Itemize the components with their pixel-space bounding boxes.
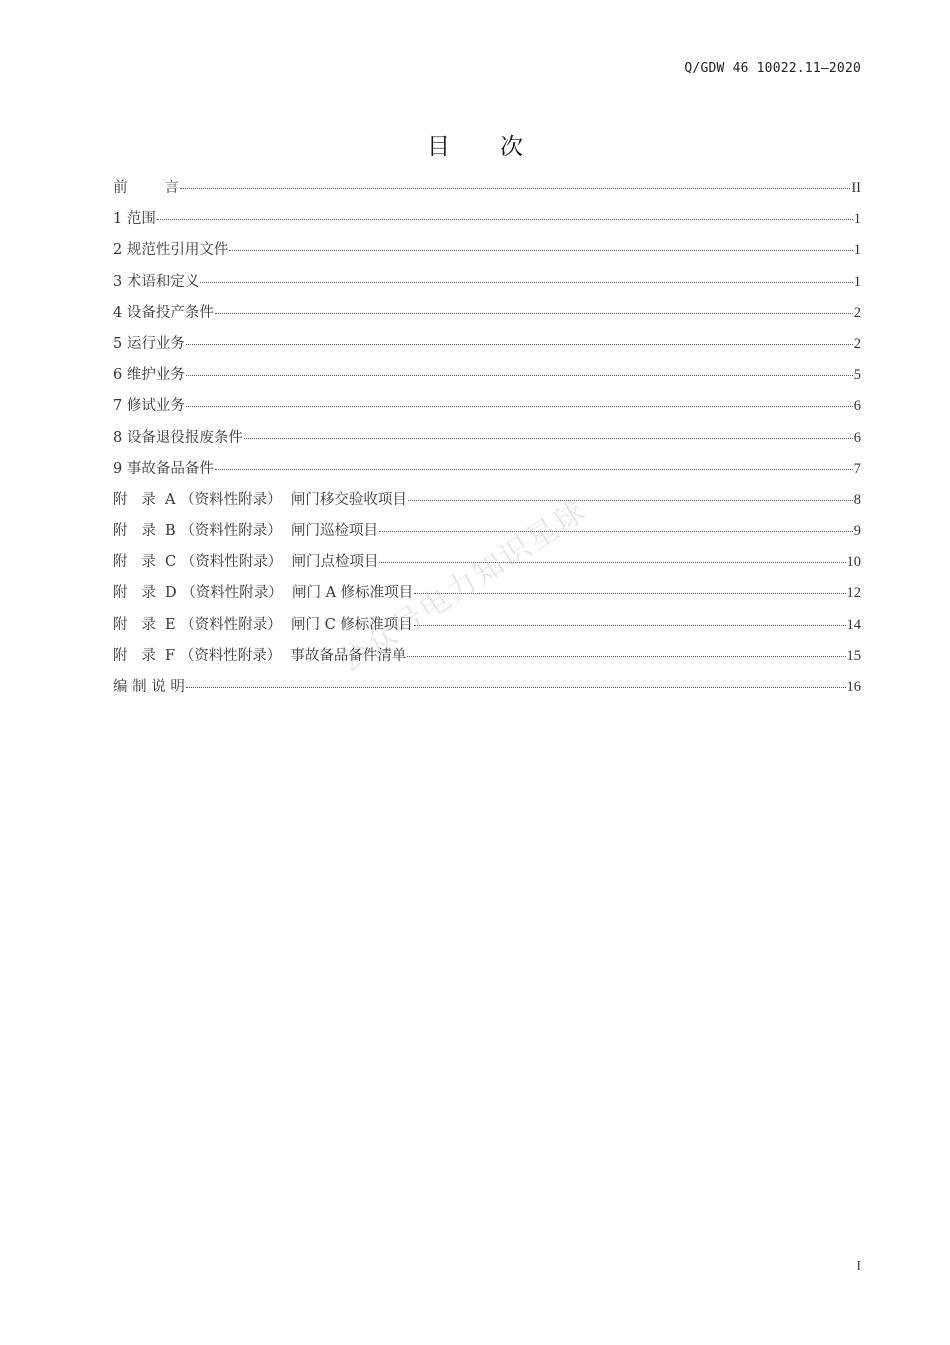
toc-page: 5	[853, 367, 861, 384]
toc-entry-appendix-c[interactable]	[113, 550, 861, 581]
toc-page: 6	[853, 429, 861, 446]
toc-label: 7 修试业务	[113, 398, 185, 415]
toc-entry-operation[interactable]	[113, 332, 861, 363]
toc-page: 16	[846, 679, 861, 695]
toc-page: 12	[846, 585, 861, 602]
toc-entry-appendix-e[interactable]	[113, 613, 861, 644]
toc-label: 附 录 F （资料性附录） 事故备品备件清单	[113, 647, 407, 664]
toc-entry-appendix-a[interactable]	[113, 488, 861, 519]
toc-page: 8	[853, 491, 861, 508]
toc-entry-terms-definitions[interactable]	[113, 270, 861, 301]
toc-page: 1	[853, 242, 861, 259]
toc-leader	[186, 686, 846, 688]
toc-entry-retirement-conditions[interactable]	[113, 426, 861, 457]
toc-label: 8 设备退役报废条件	[113, 429, 243, 446]
toc-page: 6	[853, 398, 861, 415]
watermark: 公众号电力知识星球	[332, 493, 593, 680]
toc-leader	[408, 499, 853, 501]
toc-label: 编 制 说 明	[113, 679, 185, 695]
toc-leader	[200, 281, 852, 283]
toc-leader	[229, 249, 852, 251]
toc-leader	[379, 530, 853, 532]
toc-entry-repair-test[interactable]	[113, 394, 861, 425]
toc-page: 9	[853, 523, 861, 540]
toc-page: 15	[846, 647, 861, 664]
toc-page: 2	[853, 335, 861, 352]
toc-label: 6 维护业务	[113, 367, 185, 384]
toc-page: 2	[853, 304, 861, 321]
toc-label: 附 录 C （资料性附录） 闸门点检项目	[113, 554, 379, 571]
toc-entry-appendix-b[interactable]	[113, 519, 861, 550]
toc-label: 附 录 B （资料性附录） 闸门巡检项目	[113, 523, 379, 540]
toc-label: 4 设备投产条件	[113, 304, 214, 321]
toc-leader	[414, 592, 845, 594]
toc-label: 5 运行业务	[113, 335, 185, 352]
toc-page: 1	[853, 273, 861, 290]
page-number: I	[856, 1259, 861, 1274]
title-part-2: 次	[500, 134, 523, 160]
toc-leader	[215, 468, 853, 470]
toc-leader	[244, 437, 853, 439]
toc-label: 附 录 E （资料性附录） 闸门 C 修标准项目	[113, 616, 413, 633]
toc-entry-foreword[interactable]	[113, 176, 861, 207]
toc-label: 3 术语和定义	[113, 273, 200, 290]
toc-entry-normative-references[interactable]	[113, 238, 861, 269]
toc-page: 7	[853, 460, 861, 477]
toc-page: 14	[846, 616, 861, 633]
toc-leader	[186, 405, 853, 407]
page-title	[0, 128, 950, 161]
toc-label: 1 范围	[113, 211, 156, 228]
toc-label: 附 录 A （资料性附录） 闸门移交验收项目	[113, 491, 407, 508]
toc-leader	[186, 343, 853, 345]
toc-entry-appendix-d[interactable]	[113, 581, 861, 612]
table-of-contents	[113, 176, 861, 706]
toc-entry-appendix-f[interactable]	[113, 644, 861, 675]
toc-leader	[215, 312, 853, 314]
toc-leader	[180, 187, 850, 189]
toc-leader	[379, 561, 845, 563]
toc-label: 9 事故备品备件	[113, 460, 214, 477]
toc-leader	[414, 624, 846, 626]
toc-label: 附 录 D （资料性附录） 闸门 A 修标准项目	[113, 585, 414, 602]
toc-leader	[407, 655, 845, 657]
toc-leader	[157, 218, 853, 220]
toc-entry-maintenance[interactable]	[113, 363, 861, 394]
toc-label: 2 规范性引用文件	[113, 242, 229, 259]
toc-entry-scope[interactable]	[113, 207, 861, 238]
toc-entry-compilation-notes[interactable]	[113, 675, 861, 706]
toc-entry-commissioning-conditions[interactable]	[113, 301, 861, 332]
standard-code: Q/GDW 46 10022.11—2020	[684, 61, 861, 76]
toc-leader	[186, 374, 853, 376]
toc-page: II	[851, 180, 861, 196]
toc-entry-spare-parts[interactable]	[113, 457, 861, 488]
toc-page: 10	[846, 554, 861, 571]
toc-label: 前 言	[113, 180, 179, 196]
title-part-1: 目	[427, 134, 450, 160]
toc-page: 1	[853, 211, 861, 228]
